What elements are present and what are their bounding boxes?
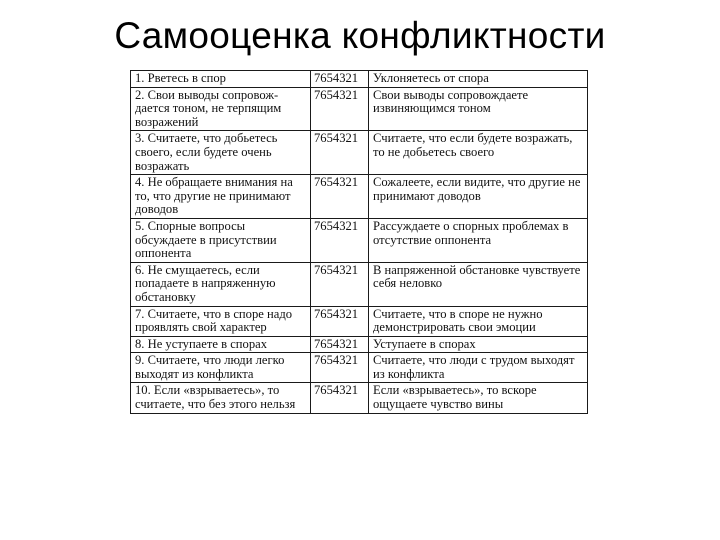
table-row [131, 218, 588, 262]
table-row [131, 131, 588, 175]
row-left-statement: 9. Считаете, что люди легко выходят из конфликта [131, 353, 311, 383]
row-left-statement: 8. Не уступаете в спорах [131, 336, 311, 353]
questionnaire-table [130, 70, 588, 414]
rating-scale: 7654321 [311, 175, 369, 219]
table-row [131, 336, 588, 353]
row-left-statement: 3. Считаете, что добьетесь своего, если будете очень возражать [131, 131, 311, 175]
table-row [131, 353, 588, 383]
rating-scale: 7654321 [311, 383, 369, 413]
table-row [131, 306, 588, 336]
row-right-statement: Считаете, что в споре не нужно демонстрировать свои эмоции [369, 306, 588, 336]
row-left-statement: 2. Свои выводы сопровож-дается тоном, не терпящим возражений [131, 87, 311, 131]
row-right-statement: Считаете, что люди с трудом выходят из конфликта [369, 353, 588, 383]
rating-scale: 7654321 [311, 306, 369, 336]
questionnaire-table-wrapper [130, 70, 587, 414]
row-right-statement: Если «взрываетесь», то вскоре ощущаете чувство вины [369, 383, 588, 413]
rating-scale: 7654321 [311, 262, 369, 306]
row-right-statement: В напряженной обстановке чувствуете себя неловко [369, 262, 588, 306]
table-row [131, 175, 588, 219]
page-title: Самооценка конфликтности [114, 15, 606, 56]
row-left-statement: 4. Не обращаете внимания на то, что другие не принимают доводов [131, 175, 311, 219]
table-row [131, 87, 588, 131]
row-left-statement: 6. Не смущаетесь, если попадаете в напряженную обстановку [131, 262, 311, 306]
table-row [131, 262, 588, 306]
rating-scale: 7654321 [311, 71, 369, 88]
row-left-statement: 1. Рветесь в спор [131, 71, 311, 88]
row-right-statement: Рассуждаете о спорных проблемах в отсутствие оппонента [369, 218, 588, 262]
row-right-statement: Считаете, что если будете возражать, то не добьетесь своего [369, 131, 588, 175]
row-left-statement: 7. Считаете, что в споре надо проявлять свой характер [131, 306, 311, 336]
row-right-statement: Сожалеете, если видите, что другие не принимают доводов [369, 175, 588, 219]
rating-scale: 7654321 [311, 336, 369, 353]
row-right-statement: Уклоняетесь от спора [369, 71, 588, 88]
rating-scale: 7654321 [311, 131, 369, 175]
row-left-statement: 10. Если «взрываетесь», то считаете, что без этого нельзя [131, 383, 311, 413]
rating-scale: 7654321 [311, 218, 369, 262]
row-right-statement: Уступаете в спорах [369, 336, 588, 353]
row-right-statement: Свои выводы сопровождаете извиняющимся тоном [369, 87, 588, 131]
table-row [131, 383, 588, 413]
rating-scale: 7654321 [311, 87, 369, 131]
row-left-statement: 5. Спорные вопросы обсуждаете в присутствии оппонента [131, 218, 311, 262]
rating-scale: 7654321 [311, 353, 369, 383]
table-row [131, 71, 588, 88]
